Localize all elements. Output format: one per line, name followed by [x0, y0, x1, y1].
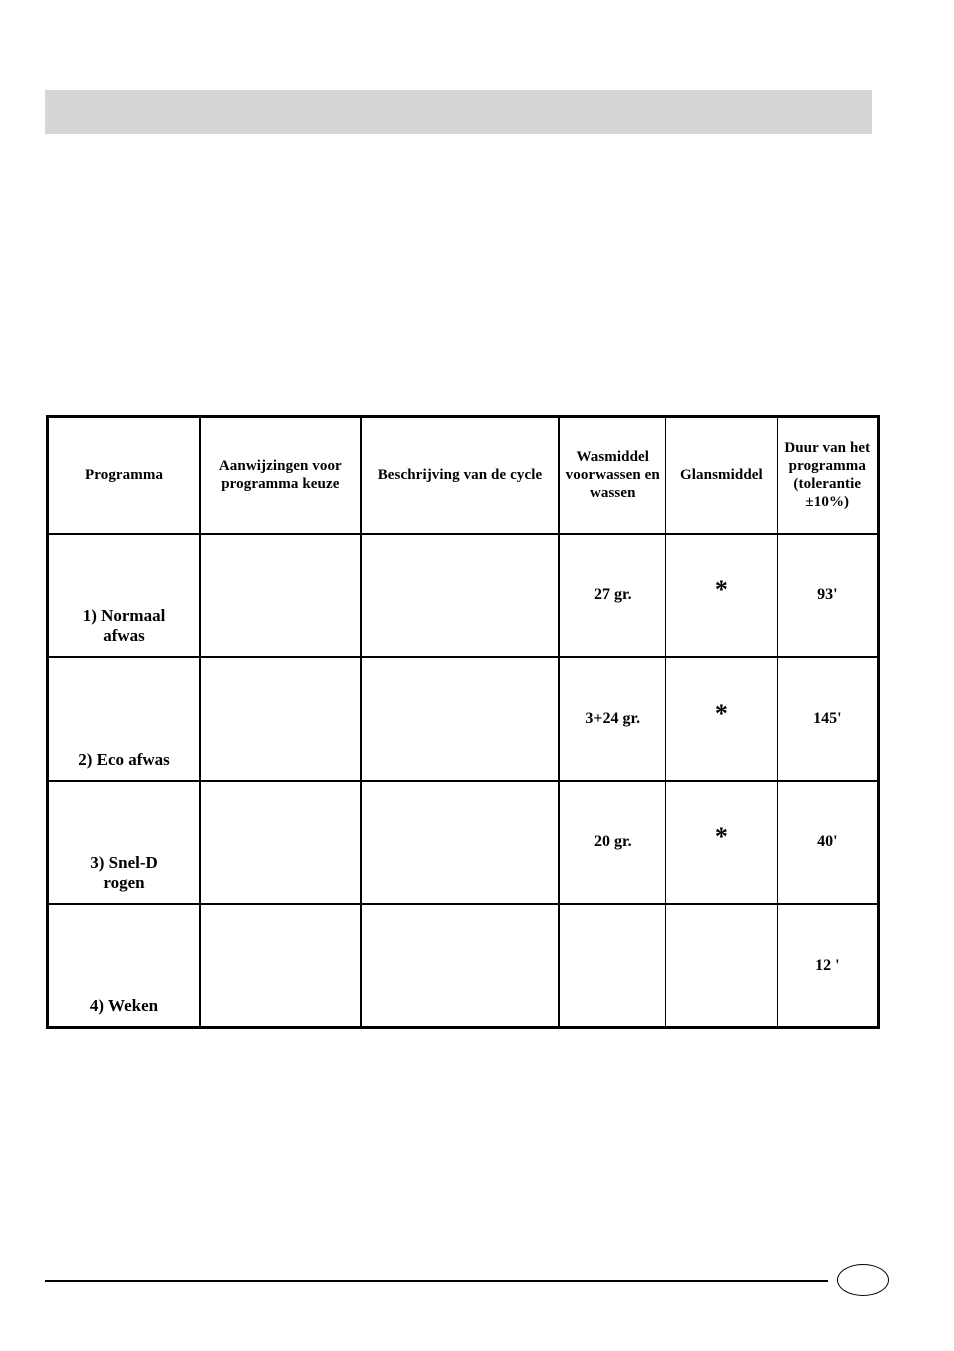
cell-glansmiddel: *: [666, 657, 777, 781]
table-row: [48, 904, 879, 1028]
table-row: [48, 534, 879, 658]
program-name: 1) Normaal afwas: [82, 606, 166, 645]
header-wasmiddel: Wasmiddel voorwassen en wassen: [559, 417, 665, 534]
cell-programma: [48, 657, 201, 781]
cell-beschrijving: [361, 781, 560, 905]
cell-wasmiddel: [559, 904, 665, 1028]
program-table: [46, 415, 880, 1029]
cell-beschrijving: [361, 657, 560, 781]
table-row: [48, 781, 879, 905]
cell-programma: [48, 904, 201, 1028]
cell-beschrijving: [361, 534, 560, 658]
cell-wasmiddel: 20 gr.: [559, 781, 665, 905]
header-duur: Duur van het programma (tolerantie ±10%): [777, 417, 878, 534]
header-glansmiddel: Glansmiddel: [666, 417, 777, 534]
cell-aanwijzingen: [200, 534, 361, 658]
header-beschrijving: Beschrijving van de cycle: [361, 417, 560, 534]
program-name: 3) Snel-Drogen: [90, 853, 158, 892]
page-number-oval: [837, 1264, 889, 1296]
table-header-row: [48, 417, 879, 534]
cell-wasmiddel: 3+24 gr.: [559, 657, 665, 781]
program-name: 4) Weken: [89, 996, 159, 1015]
cell-aanwijzingen: [200, 904, 361, 1028]
cell-duur: 145': [777, 657, 878, 781]
program-name: 2) Eco afwas: [78, 749, 170, 769]
table-row: [48, 657, 879, 781]
cell-glansmiddel: [666, 904, 777, 1028]
header-aanwijzingen: Aanwijzingen voor programma keuze: [200, 417, 361, 534]
cell-programma: [48, 534, 201, 658]
cell-programma: [48, 781, 201, 905]
cell-glansmiddel: *: [666, 534, 777, 658]
cell-aanwijzingen: [200, 781, 361, 905]
cell-duur: 93': [777, 534, 878, 658]
cell-glansmiddel: *: [666, 781, 777, 905]
cell-beschrijving: [361, 904, 560, 1028]
section-header-band: [45, 90, 872, 134]
cell-aanwijzingen: [200, 657, 361, 781]
cell-duur: 40': [777, 781, 878, 905]
cell-duur: 12 ': [777, 904, 878, 1028]
footer-rule: [45, 1280, 828, 1282]
cell-wasmiddel: 27 gr.: [559, 534, 665, 658]
header-programma: Programma: [48, 417, 201, 534]
